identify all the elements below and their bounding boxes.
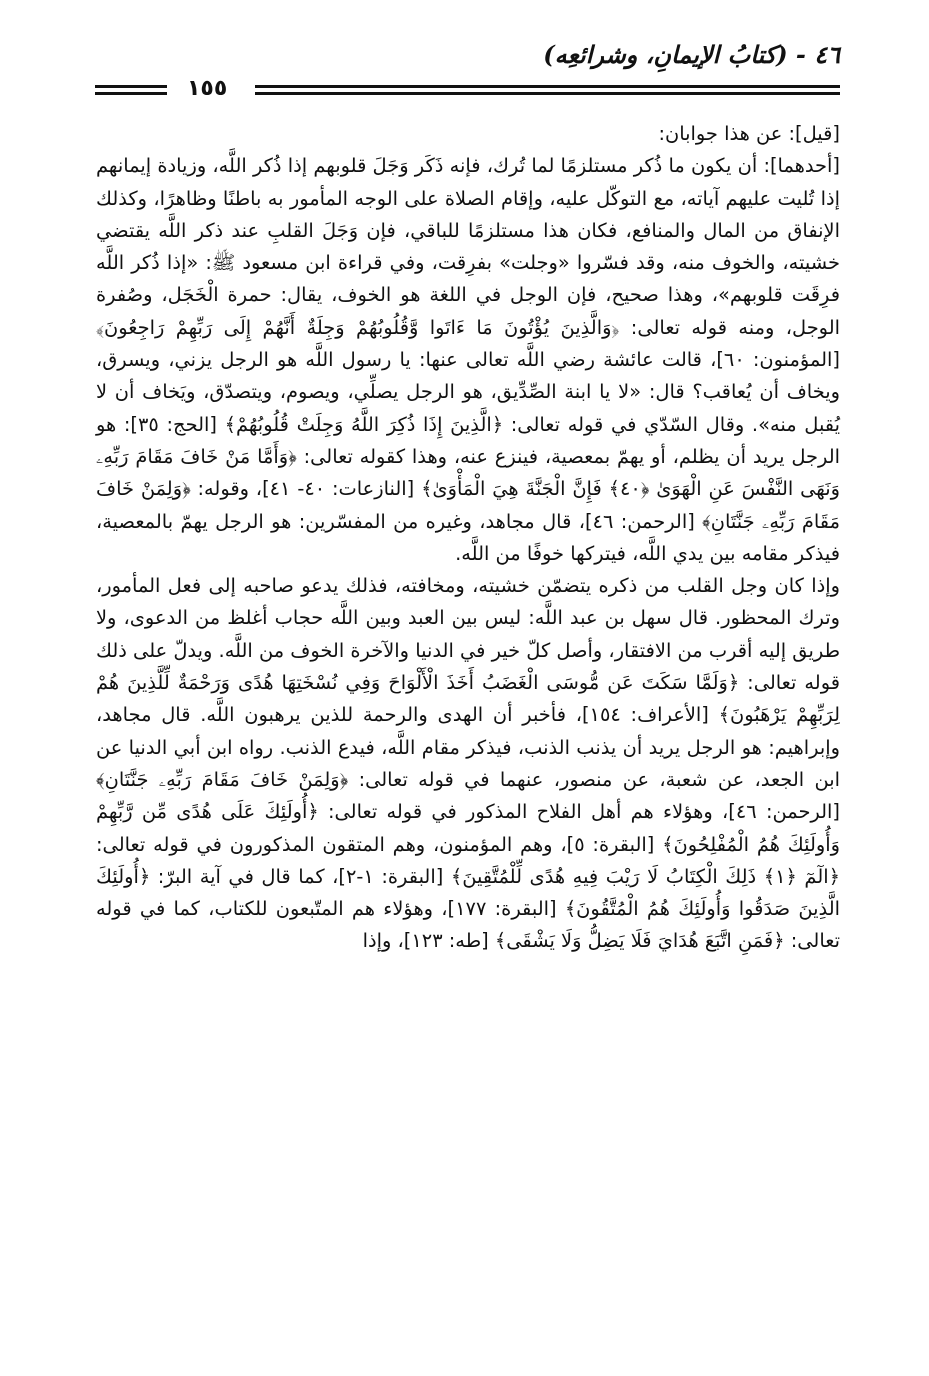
page-header — [95, 38, 840, 102]
paragraph-3: وإذا كان وجل القلب من ذكره يتضمّن خشيته، ومخافته، فذلك يدعو صاحبه إلى فعل المأمور، وترك المحظور. قال سهل بن عبد اللَّه: ليس بين العبد وبين اللَّه حجاب أغلظ من الدعوى، ولا طريق إليه أقرب من الافتقار، وأصل كلّ خير في الدنيا والآخرة الخوف من اللَّه. ويدلّ على ذلك قوله تعالى: ﴿وَلَمَّا سَكَتَ عَن مُّوسَى الْغَضَبُ أَخَذَ الْأَلْوَاحَ وَفِي نُسْخَتِهَا هُدًى وَرَحْمَةٌ لِّلَّذِينَ هُمْ لِرَبِّهِمْ يَرْهَبُونَ﴾ [الأعراف: ١٥٤]، فأخبر أن الهدى والرحمة للذين يرهبون اللَّه. قال مجاهد، وإبراهيم: هو الرجل يريد أن يذنب الذنب، فيذكر مقام اللَّه، فيدع الذنب. رواه ابن أبي الدنيا عن ابن الجعد، عن شعبة، عن منصور، عنهما في قوله تعالى: ﴿وَلِمَنْ خَافَ مَقَامَ رَبِّهِۦ جَنَّتَانِ﴾ [الرحمن: ٤٦]، وهؤلاء هم أهل الفلاح المذكور في قوله تعالى: ﴿أُولَئِكَ عَلَى هُدًى مِّن رَّبِّهِمْ وَأُولَئِكَ هُمُ الْمُفْلِحُونَ﴾ [البقرة: ٥]، وهم المؤمنون، وهم المتقون المذكورون في قوله تعالى: ﴿الٓمٓ ﴿١﴾ ذَلِكَ الْكِتَابُ لَا رَيْبَ فِيهِ هُدًى لِّلْمُتَّقِينَ﴾ [البقرة: ١-٢]، كما قال في آية البرّ: ﴿أُولَئِكَ الَّذِينَ صَدَقُوا وَأُولَئِكَ هُمُ الْمُتَّقُونَ﴾ [البقرة: ١٧٧]، وهؤلاء هم المتّبعون للكتاب، كما في قوله تعالى: ﴿فَمَنِ اتَّبَعَ هُدَايَ فَلَا يَضِلُّ وَلَا يَشْقَى﴾ [طه: ١٢٣]، وإذا — [95, 574, 840, 953]
paragraph-1: [قيل]: عن هذا جوابان: — [658, 122, 840, 145]
header-rule-right — [255, 85, 840, 95]
header-rule-left — [95, 85, 167, 95]
running-title: ٤٦ - (كتابُ الإيمانِ، وشرائعِه) — [543, 40, 840, 69]
page-number: ١٥٥ — [181, 76, 233, 101]
main-text — [96, 118, 840, 958]
paragraph-2: [أحدهما]: أن يكون ما ذُكر مستلزمًا لما تُرك، فإنه ذَكَر وَجَلَ قلوبهم إذا ذُكر اللَّه، وزيادة إيمانهم إذا تُليت عليهم آياته، مع التوكّل عليه، وإقام الصلاة على الوجه المأمور به باطنًا وظاهرًا، وكذلك الإنفاق من المال والمنافع، فكان هذا مستلزمًا للباقي، فإن وَجَلَ القلبِ عند ذكر اللَّه يقتضي خشيته، والخوف منه، وقد فسّروا «وجلت» بفرِقت، وفي قراءة ابن مسعود ﷺ: «إذا ذُكر اللَّه فرِقَت قلوبهم»، وهذا صحيح، فإن الوجل في اللغة هو الخوف، يقال: حمرة الْخَجَل، وصُفرة الوجل، ومنه قوله تعالى: ﴿وَالَّذِينَ يُؤْتُونَ مَا ءَاتَوا وَّقُلُوبُهُمْ وَجِلَةٌ أَنَّهُمْ إِلَى رَبِّهِمْ رَاجِعُونَ﴾ [المؤمنون: ٦٠]، قالت عائشة رضي اللَّه تعالى عنها: يا رسول اللَّه هو الرجل يزني، ويسرق، ويخاف أن يُعاقب؟ قال: «لا يا ابنة الصِّدِّيق، هو الرجل يصلِّي، ويصوم، ويتصدّق، ويَخاف أن لا يُقبل منه». وقال السّدّي في قوله تعالى: ﴿الَّذِينَ إِذَا ذُكِرَ اللَّهُ وَجِلَتْ قُلُوبُهُمْ﴾ [الحج: ٣٥]: هو الرجل يريد أن يظلم، أو يهمّ بمعصية، فينزع عنه، وهذا كقوله تعالى: ﴿وَأَمَّا مَنْ خَافَ مَقَامَ رَبِّهِۦ وَنَهَى النَّفْسَ عَنِ الْهَوَىٰ ﴿٤٠﴾ فَإِنَّ الْجَنَّةَ هِيَ الْمَأْوَىٰ﴾ [النازعات: ٤٠- ٤١]، وقوله: ﴿وَلِمَنْ خَافَ مَقَامَ رَبِّهِۦ جَنَّتَانِ﴾ [الرحمن: ٤٦]، قال مجاهد، وغيره من المفسّرين: هو الرجل يهمّ بالمعصية، فيذكر مقامه بين يدي اللَّه، فيتركها خوفًا من اللَّه. — [96, 154, 840, 565]
